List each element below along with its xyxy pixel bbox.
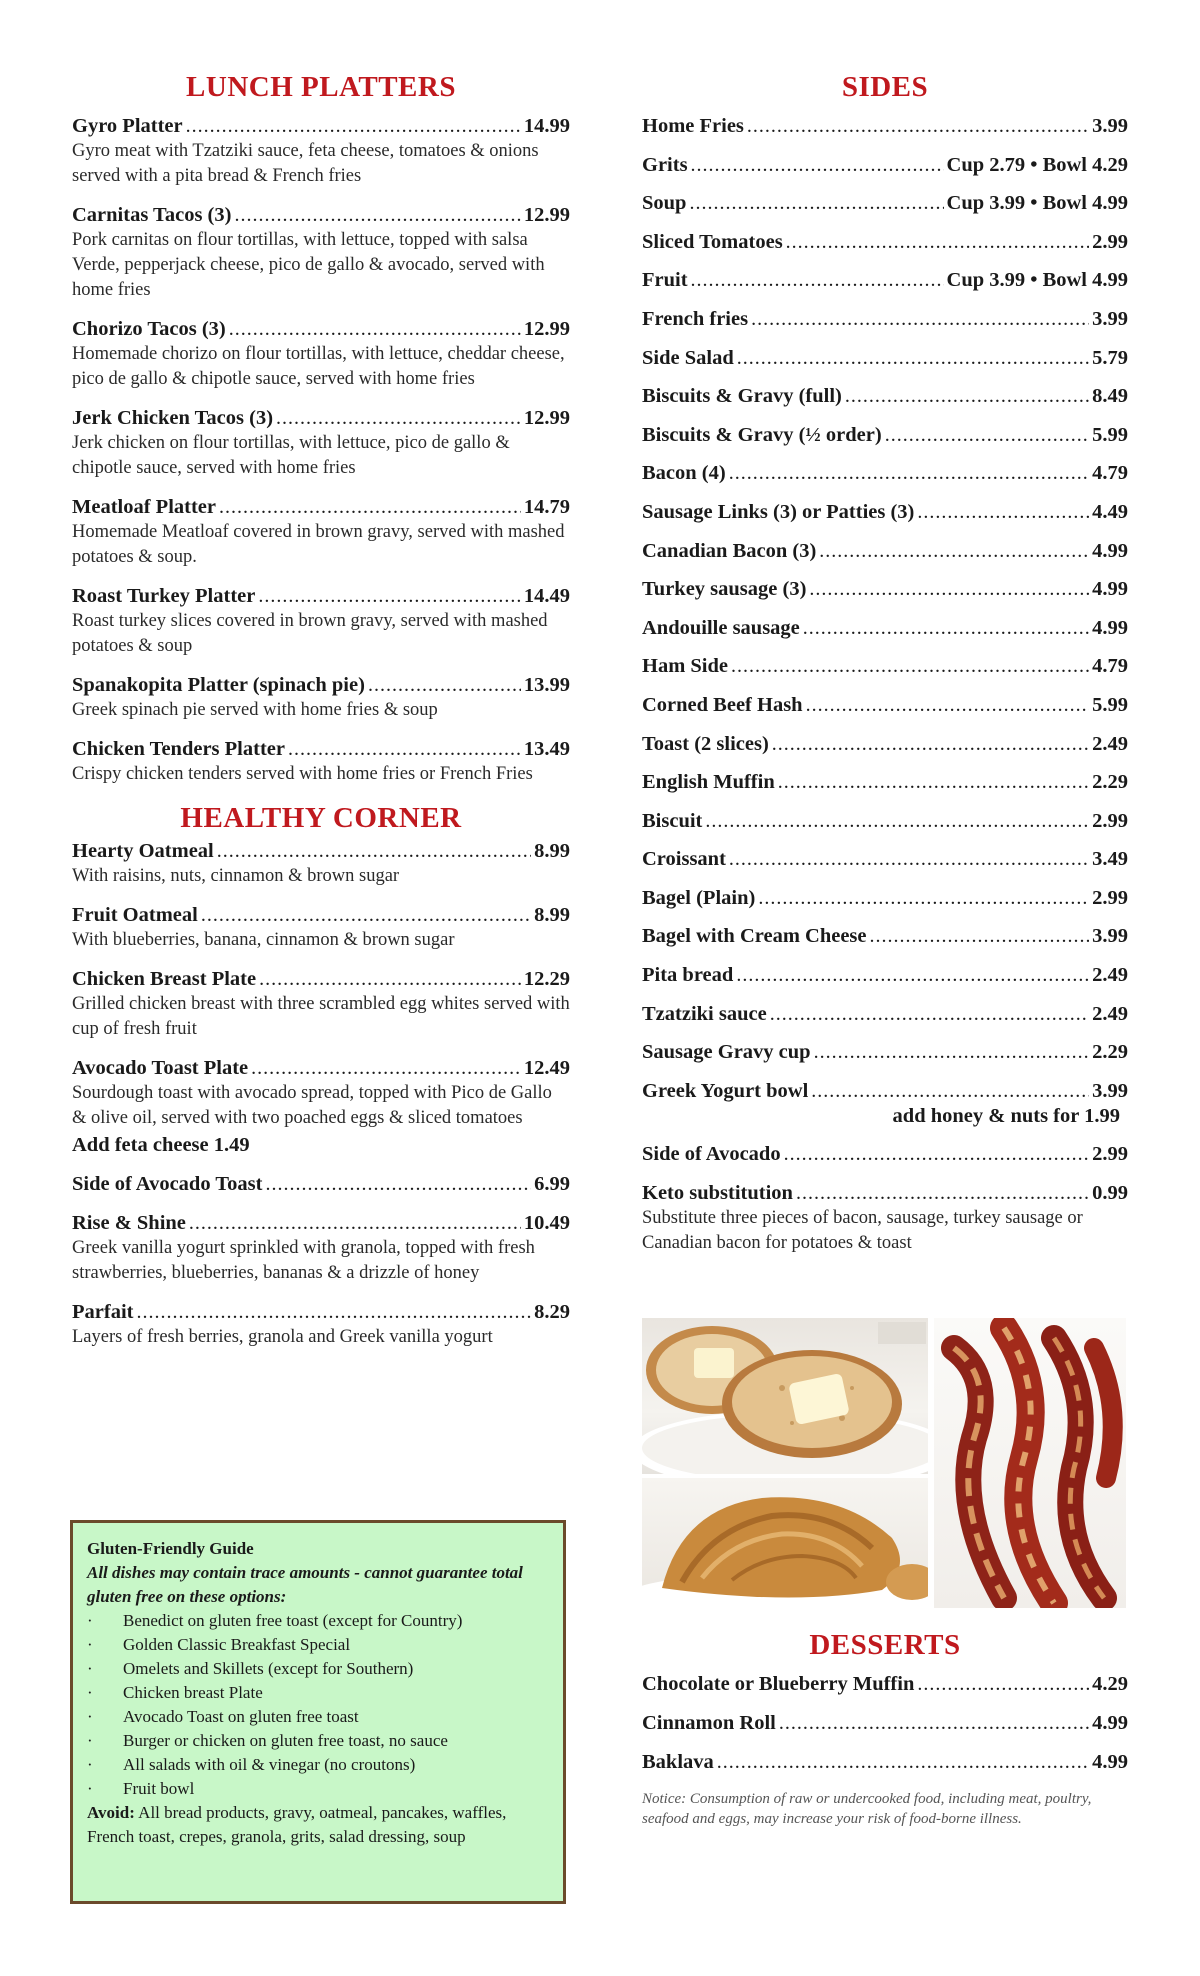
menu-item bbox=[72, 1172, 570, 1197]
dot-leader bbox=[819, 539, 1089, 564]
menu-item-name: Baklava bbox=[642, 1751, 714, 1773]
bullet: · bbox=[87, 1683, 93, 1702]
gluten-title: Gluten-Friendly Guide bbox=[87, 1539, 254, 1558]
menu-item-price: 10.49 bbox=[523, 1212, 570, 1234]
menu-item-name: Chicken Tenders Platter bbox=[72, 738, 285, 760]
menu-item bbox=[642, 616, 1128, 641]
menu-item-name: Fruit bbox=[642, 269, 688, 292]
menu-item-name: Chicken Breast Plate bbox=[72, 968, 257, 990]
english-muffin-photo bbox=[642, 1318, 928, 1474]
menu-item bbox=[642, 461, 1128, 486]
avoid-text: All bread products, gravy, oatmeal, pancakes, waffles, French toast, crepes, granola, grits, salad dressing, soup bbox=[87, 1803, 507, 1846]
menu-item-line bbox=[642, 153, 1128, 178]
gluten-item-text: Golden Classic Breakfast Special bbox=[123, 1635, 351, 1654]
menu-item-name: Greek Yogurt bowl bbox=[642, 1079, 809, 1102]
dot-leader bbox=[691, 268, 944, 293]
menu-item-line bbox=[642, 770, 1128, 795]
menu-item bbox=[642, 384, 1128, 409]
menu-item-name: Hearty Oatmeal bbox=[72, 840, 214, 862]
menu-item-name: Bagel with Cream Cheese bbox=[642, 925, 867, 948]
menu-item-line bbox=[642, 616, 1128, 641]
menu-item-name: Parfait bbox=[72, 1301, 134, 1323]
menu-item bbox=[642, 577, 1128, 602]
menu-item-description: With raisins, nuts, cinnamon & brown sugar bbox=[72, 866, 400, 886]
menu-item bbox=[72, 737, 570, 787]
menu-item-name: Keto substitution bbox=[642, 1182, 793, 1205]
bullet: · bbox=[87, 1707, 93, 1726]
menu-item-price: 2.49 bbox=[1092, 732, 1128, 755]
menu-item bbox=[642, 770, 1128, 795]
dot-leader bbox=[736, 963, 1089, 988]
menu-item bbox=[642, 1040, 1128, 1065]
dot-leader bbox=[779, 1711, 1089, 1736]
dot-leader bbox=[917, 1672, 1089, 1697]
menu-item-line bbox=[642, 1142, 1128, 1167]
gluten-list-item bbox=[87, 1657, 549, 1681]
menu-item bbox=[72, 1300, 570, 1350]
menu-item bbox=[642, 963, 1128, 988]
gluten-item-text: Burger or chicken on gluten free toast, no sauce bbox=[123, 1731, 448, 1750]
menu-item-name: Spanakopita Platter (spinach pie) bbox=[72, 674, 365, 696]
bacon-photo bbox=[934, 1318, 1126, 1608]
menu-item-line bbox=[642, 1079, 1128, 1104]
menu-item-price: 12.49 bbox=[523, 1057, 570, 1079]
menu-item-name: Cinnamon Roll bbox=[642, 1712, 776, 1734]
dot-leader bbox=[219, 495, 521, 520]
menu-item-description: Gyro meat with Tzatziki sauce, feta cheese, tomatoes & onions served with a pita bread & French fries bbox=[72, 141, 539, 186]
menu-item bbox=[642, 1672, 1128, 1697]
menu-item-line bbox=[642, 114, 1128, 139]
menu-item-name: Rise & Shine bbox=[72, 1212, 186, 1234]
menu-item-line bbox=[72, 967, 570, 992]
menu-item-line bbox=[72, 406, 570, 431]
menu-item-name: Side Salad bbox=[642, 346, 734, 369]
dot-leader bbox=[288, 737, 521, 762]
dot-leader bbox=[276, 406, 521, 431]
menu-item bbox=[642, 539, 1128, 564]
gluten-list bbox=[87, 1609, 549, 1801]
section-title-healthy: HEALTHY CORNER bbox=[180, 802, 462, 834]
menu-item-price: 8.29 bbox=[534, 1301, 570, 1323]
menu-item-line bbox=[642, 191, 1128, 216]
menu-item-line bbox=[72, 903, 570, 928]
gluten-list-item bbox=[87, 1609, 549, 1633]
menu-item-line bbox=[642, 1181, 1128, 1206]
menu-item-price: 2.99 bbox=[1092, 1143, 1128, 1166]
menu-item-price: 12.99 bbox=[523, 204, 570, 226]
menu-item-price: 8.49 bbox=[1092, 385, 1128, 408]
menu-item-price: 3.99 bbox=[1092, 307, 1128, 330]
menu-item-price: 5.79 bbox=[1092, 346, 1128, 369]
menu-item-price: 4.49 bbox=[1092, 500, 1128, 523]
menu-item-name: Ham Side bbox=[642, 655, 728, 678]
avoid-label: Avoid: bbox=[87, 1803, 135, 1822]
dot-leader bbox=[136, 1300, 531, 1325]
dot-leader bbox=[186, 114, 521, 139]
menu-item-name: Sausage Links (3) or Patties (3) bbox=[642, 500, 915, 523]
menu-item-line bbox=[72, 317, 570, 342]
menu-item-name: Jerk Chicken Tacos (3) bbox=[72, 407, 274, 429]
menu-item-line bbox=[642, 924, 1128, 949]
dot-leader bbox=[772, 732, 1089, 757]
menu-item-addon: add honey & nuts for 1.99 bbox=[892, 1104, 1120, 1127]
menu-item bbox=[642, 732, 1128, 757]
menu-item-price: 4.99 bbox=[1092, 1751, 1128, 1773]
menu-item-price: Cup 2.79 • Bowl 4.29 bbox=[946, 153, 1128, 176]
bullet: · bbox=[87, 1731, 93, 1750]
dot-leader bbox=[729, 461, 1089, 486]
menu-item-line bbox=[642, 963, 1128, 988]
menu-item bbox=[72, 406, 570, 481]
menu-item-name: Croissant bbox=[642, 848, 726, 871]
menu-item-line bbox=[72, 203, 570, 228]
menu-item-price: 3.99 bbox=[1092, 115, 1128, 137]
menu-item-line bbox=[642, 654, 1128, 679]
desserts-section bbox=[642, 1628, 1128, 1829]
menu-item bbox=[72, 114, 570, 189]
section-title-sides: SIDES bbox=[841, 71, 929, 103]
menu-item-line bbox=[642, 809, 1128, 834]
menu-item-line bbox=[642, 1750, 1128, 1775]
menu-item-name: French fries bbox=[642, 307, 749, 330]
menu-item-line bbox=[72, 1172, 570, 1197]
menu-item-line bbox=[642, 886, 1128, 911]
gluten-item-text: Benedict on gluten free toast (except for Country) bbox=[123, 1611, 463, 1630]
menu-item-line bbox=[642, 1672, 1128, 1697]
menu-item-price: 14.49 bbox=[523, 585, 570, 607]
menu-item bbox=[72, 203, 570, 303]
menu-item bbox=[642, 500, 1128, 525]
menu-item-line bbox=[642, 1711, 1128, 1736]
menu-item bbox=[642, 1142, 1128, 1167]
menu-item-line bbox=[72, 673, 570, 698]
dot-leader bbox=[796, 1181, 1089, 1206]
dot-leader bbox=[689, 191, 943, 216]
dot-leader bbox=[201, 903, 531, 928]
menu-item bbox=[642, 1002, 1128, 1027]
menu-item-line bbox=[642, 1002, 1128, 1027]
dot-leader bbox=[803, 616, 1089, 641]
dot-leader bbox=[265, 1172, 531, 1197]
healthy-corner-section bbox=[72, 801, 570, 1350]
menu-item-price: 4.99 bbox=[1092, 1712, 1128, 1734]
dot-leader bbox=[747, 114, 1089, 139]
menu-item-line bbox=[642, 732, 1128, 757]
dot-leader bbox=[770, 1002, 1089, 1027]
menu-item-description: Homemade Meatloaf covered in brown gravy, served with mashed potatoes & soup. bbox=[72, 522, 565, 567]
menu-item bbox=[642, 114, 1128, 139]
menu-item-price: 8.99 bbox=[534, 904, 570, 926]
gluten-note: All dishes may contain trace amounts - cannot guarantee total gluten free on these options: bbox=[87, 1563, 523, 1606]
dot-leader bbox=[234, 203, 520, 228]
menu-item-price: 4.79 bbox=[1092, 462, 1128, 485]
menu-item-description: Crispy chicken tenders served with home fries or French Fries bbox=[72, 764, 533, 784]
gluten-avoid bbox=[87, 1801, 549, 1849]
menu-item-price: 5.99 bbox=[1092, 423, 1128, 446]
menu-item-description: Sourdough toast with avocado spread, topped with Pico de Gallo & olive oil, served with two poached eggs & sliced tomatoes bbox=[72, 1083, 552, 1128]
menu-item-line bbox=[642, 693, 1128, 718]
menu-item bbox=[642, 191, 1128, 216]
menu-item-description: Homemade chorizo on flour tortillas, with lettuce, cheddar cheese, pico de gallo & chipotle sauce, served with home fries bbox=[72, 344, 565, 389]
menu-item-price: 6.99 bbox=[534, 1173, 570, 1195]
lunch-items bbox=[72, 114, 570, 787]
bullet: · bbox=[87, 1611, 93, 1630]
menu-item-price: 12.99 bbox=[523, 407, 570, 429]
menu-item-line bbox=[642, 346, 1128, 371]
gluten-list-item bbox=[87, 1753, 549, 1777]
menu-item-description: Roast turkey slices covered in brown gravy, served with mashed potatoes & soup bbox=[72, 611, 548, 656]
dot-leader bbox=[778, 770, 1089, 795]
dot-leader bbox=[809, 577, 1089, 602]
menu-item bbox=[72, 903, 570, 953]
menu-item-price: 2.49 bbox=[1092, 1002, 1128, 1025]
gluten-list-item bbox=[87, 1633, 549, 1657]
menu-item-name: Chocolate or Blueberry Muffin bbox=[642, 1673, 915, 1695]
menu-item bbox=[642, 847, 1128, 872]
dot-leader bbox=[691, 153, 944, 178]
bullet: · bbox=[87, 1635, 93, 1654]
menu-item-line bbox=[72, 114, 570, 139]
menu-item-price: 2.29 bbox=[1092, 771, 1128, 794]
section-title-desserts: DESSERTS bbox=[809, 1629, 961, 1661]
menu-item-description: With blueberries, banana, cinnamon & brown sugar bbox=[72, 930, 455, 950]
dot-leader bbox=[368, 673, 521, 698]
gluten-item-text: Avocado Toast on gluten free toast bbox=[123, 1707, 359, 1726]
gluten-item-text: All salads with oil & vinegar (no croutons) bbox=[123, 1755, 416, 1774]
croissant-photo bbox=[642, 1478, 928, 1608]
food-photos bbox=[642, 1318, 1126, 1608]
menu-item-name: Biscuits & Gravy (full) bbox=[642, 385, 842, 408]
menu-item-description: Layers of fresh berries, granola and Greek vanilla yogurt bbox=[72, 1327, 493, 1347]
menu-item bbox=[642, 346, 1128, 371]
healthy-items bbox=[72, 839, 570, 1350]
dot-leader bbox=[189, 1211, 521, 1236]
menu-item-name: Meatloaf Platter bbox=[72, 496, 216, 518]
sides-items bbox=[642, 114, 1128, 1256]
menu-item bbox=[72, 839, 570, 889]
menu-item-addon: Add feta cheese 1.49 bbox=[72, 1134, 250, 1156]
menu-item-name: Tzatziki sauce bbox=[642, 1002, 767, 1025]
menu-item-description: Pork carnitas on flour tortillas, with lettuce, topped with salsa Verde, pepperjack cheese, pico de gallo & avocado, served with home fries bbox=[72, 230, 545, 300]
menu-item-price: 2.29 bbox=[1092, 1041, 1128, 1064]
menu-item-name: Home Fries bbox=[642, 115, 744, 137]
menu-item-line bbox=[642, 461, 1128, 486]
menu-item-price: 14.99 bbox=[523, 115, 570, 137]
gluten-list-item bbox=[87, 1729, 549, 1753]
menu-item-description: Jerk chicken on flour tortillas, with lettuce, pico de gallo & chipotle sauce, served with home fries bbox=[72, 433, 510, 478]
menu-item-price: 13.49 bbox=[523, 738, 570, 760]
menu-item-line bbox=[642, 423, 1128, 448]
menu-item-price: Cup 3.99 • Bowl 4.99 bbox=[946, 192, 1128, 215]
menu-item bbox=[72, 967, 570, 1042]
menu-item-name: Avocado Toast Plate bbox=[72, 1057, 249, 1079]
menu-item-name: Andouille sausage bbox=[642, 616, 800, 639]
menu-item-name: Turkey sausage (3) bbox=[642, 578, 807, 601]
gluten-item-text: Chicken breast Plate bbox=[123, 1683, 263, 1702]
dot-leader bbox=[786, 230, 1089, 255]
menu-item-line bbox=[72, 737, 570, 762]
menu-item-name: Pita bread bbox=[642, 964, 734, 987]
dot-leader bbox=[737, 346, 1089, 371]
dot-leader bbox=[729, 847, 1089, 872]
menu-item-price: 12.99 bbox=[523, 318, 570, 340]
dot-leader bbox=[229, 317, 521, 342]
menu-item-name: Toast (2 slices) bbox=[642, 732, 769, 755]
menu-item-line bbox=[642, 1040, 1128, 1065]
menu-item-price: 5.99 bbox=[1092, 693, 1128, 716]
dot-leader bbox=[885, 423, 1089, 448]
dot-leader bbox=[784, 1142, 1090, 1167]
dot-leader bbox=[258, 584, 521, 609]
menu-item-price: 14.79 bbox=[523, 496, 570, 518]
menu-item bbox=[72, 495, 570, 570]
menu-item-name: Bagel (Plain) bbox=[642, 886, 756, 909]
gluten-item-text: Omelets and Skillets (except for Southern) bbox=[123, 1659, 414, 1678]
menu-item-price: 2.99 bbox=[1092, 886, 1128, 909]
food-notice: Notice: Consumption of raw or undercooked food, including meat, poultry, seafood and eggs, may increase your risk of food-borne illness. bbox=[642, 1791, 1092, 1827]
dot-leader bbox=[845, 384, 1089, 409]
dot-leader bbox=[917, 500, 1089, 525]
menu-item-line bbox=[72, 584, 570, 609]
menu-item bbox=[642, 153, 1128, 178]
dot-leader bbox=[814, 1040, 1090, 1065]
menu-item-line bbox=[642, 539, 1128, 564]
dot-leader bbox=[217, 839, 531, 864]
menu-item bbox=[642, 268, 1128, 293]
menu-item bbox=[72, 673, 570, 723]
gluten-list-item bbox=[87, 1705, 549, 1729]
lunch-platters-section bbox=[72, 70, 570, 787]
menu-item-name: Corned Beef Hash bbox=[642, 693, 803, 716]
menu-item-description: Greek spinach pie served with home fries & soup bbox=[72, 700, 438, 720]
menu-item-description: Substitute three pieces of bacon, sausage, turkey sausage or Canadian bacon for potatoes & toast bbox=[642, 1208, 1083, 1254]
dot-leader bbox=[870, 924, 1090, 949]
menu-item-line bbox=[642, 577, 1128, 602]
menu-item-name: Chorizo Tacos (3) bbox=[72, 318, 226, 340]
menu-item-line bbox=[72, 839, 570, 864]
menu-item-line bbox=[642, 230, 1128, 255]
menu-item bbox=[642, 924, 1128, 949]
menu-item-line bbox=[642, 847, 1128, 872]
menu-item bbox=[642, 1181, 1128, 1256]
menu-item-price: 12.29 bbox=[523, 968, 570, 990]
menu-item-name: Biscuits & Gravy (½ order) bbox=[642, 423, 882, 446]
menu-item bbox=[642, 654, 1128, 679]
dot-leader bbox=[811, 1079, 1089, 1104]
menu-item-name: Sliced Tomatoes bbox=[642, 230, 783, 253]
menu-item-price: 8.99 bbox=[534, 840, 570, 862]
menu-item-name: Grits bbox=[642, 153, 688, 176]
menu-item-name: English Muffin bbox=[642, 771, 775, 794]
menu-item-line bbox=[642, 268, 1128, 293]
dot-leader bbox=[705, 809, 1089, 834]
menu-item-price: Cup 3.99 • Bowl 4.99 bbox=[946, 269, 1128, 292]
menu-item-name: Biscuit bbox=[642, 809, 703, 832]
menu-item bbox=[642, 1750, 1128, 1775]
menu-item bbox=[72, 1056, 570, 1158]
menu-item-price: 4.99 bbox=[1092, 616, 1128, 639]
menu-item-price: 13.99 bbox=[523, 674, 570, 696]
menu-item bbox=[642, 809, 1128, 834]
menu-item-line bbox=[72, 1211, 570, 1236]
menu-item-line bbox=[72, 1056, 570, 1081]
menu-item-name: Sausage Gravy cup bbox=[642, 1041, 811, 1064]
section-title-lunch: LUNCH PLATTERS bbox=[186, 71, 456, 103]
dot-leader bbox=[731, 654, 1089, 679]
menu-item-line bbox=[642, 500, 1128, 525]
menu-item-price: 4.99 bbox=[1092, 578, 1128, 601]
menu-item bbox=[642, 886, 1128, 911]
menu-item-line bbox=[642, 384, 1128, 409]
menu-item-price: 2.49 bbox=[1092, 964, 1128, 987]
menu-item-name: Side of Avocado bbox=[642, 1143, 781, 1166]
dot-leader bbox=[806, 693, 1090, 718]
menu-item-name: Carnitas Tacos (3) bbox=[72, 204, 232, 226]
menu-item-price: 2.99 bbox=[1092, 809, 1128, 832]
menu-item-line bbox=[642, 307, 1128, 332]
dot-leader bbox=[251, 1056, 521, 1081]
menu-item-price: 3.49 bbox=[1092, 848, 1128, 871]
menu-item bbox=[642, 1079, 1128, 1129]
menu-item bbox=[642, 230, 1128, 255]
gluten-list-item bbox=[87, 1777, 549, 1801]
bullet: · bbox=[87, 1779, 93, 1798]
menu-item-price: 4.79 bbox=[1092, 655, 1128, 678]
menu-item bbox=[642, 423, 1128, 448]
left-column bbox=[72, 70, 570, 1364]
menu-item bbox=[72, 317, 570, 392]
menu-item-name: Gyro Platter bbox=[72, 115, 183, 137]
menu-item-name: Bacon (4) bbox=[642, 462, 726, 485]
dot-leader bbox=[751, 307, 1089, 332]
menu-item-name: Canadian Bacon (3) bbox=[642, 539, 817, 562]
menu-item bbox=[72, 1211, 570, 1286]
menu-item-description: Grilled chicken breast with three scrambled egg whites served with cup of fresh fruit bbox=[72, 994, 570, 1039]
menu-item-price: 3.99 bbox=[1092, 925, 1128, 948]
menu-item bbox=[642, 307, 1128, 332]
menu-item-line bbox=[72, 1300, 570, 1325]
gluten-list-item bbox=[87, 1681, 549, 1705]
menu-item bbox=[642, 693, 1128, 718]
right-column bbox=[642, 70, 1128, 1270]
gluten-item-text: Fruit bowl bbox=[123, 1779, 195, 1798]
dot-leader bbox=[717, 1750, 1089, 1775]
dot-leader bbox=[758, 886, 1089, 911]
menu-item bbox=[72, 584, 570, 659]
menu-item-name: Fruit Oatmeal bbox=[72, 904, 198, 926]
menu-item-price: 3.99 bbox=[1092, 1079, 1128, 1102]
bullet: · bbox=[87, 1755, 93, 1774]
menu-item bbox=[642, 1711, 1128, 1736]
menu-item-price: 2.99 bbox=[1092, 230, 1128, 253]
dot-leader bbox=[259, 967, 521, 992]
menu-item-price: 0.99 bbox=[1092, 1182, 1128, 1205]
dessert-items bbox=[642, 1672, 1128, 1775]
menu-item-name: Roast Turkey Platter bbox=[72, 585, 256, 607]
menu-item-price: 4.99 bbox=[1092, 539, 1128, 562]
menu-item-price: 4.29 bbox=[1092, 1673, 1128, 1695]
bullet: · bbox=[87, 1659, 93, 1678]
menu-item-name: Side of Avocado Toast bbox=[72, 1173, 263, 1195]
menu-item-description: Greek vanilla yogurt sprinkled with granola, topped with fresh strawberries, blueberries, bananas & a drizzle of honey bbox=[72, 1238, 535, 1283]
menu-item-name: Soup bbox=[642, 192, 687, 215]
gluten-friendly-guide bbox=[70, 1520, 566, 1904]
menu-item-line bbox=[72, 495, 570, 520]
